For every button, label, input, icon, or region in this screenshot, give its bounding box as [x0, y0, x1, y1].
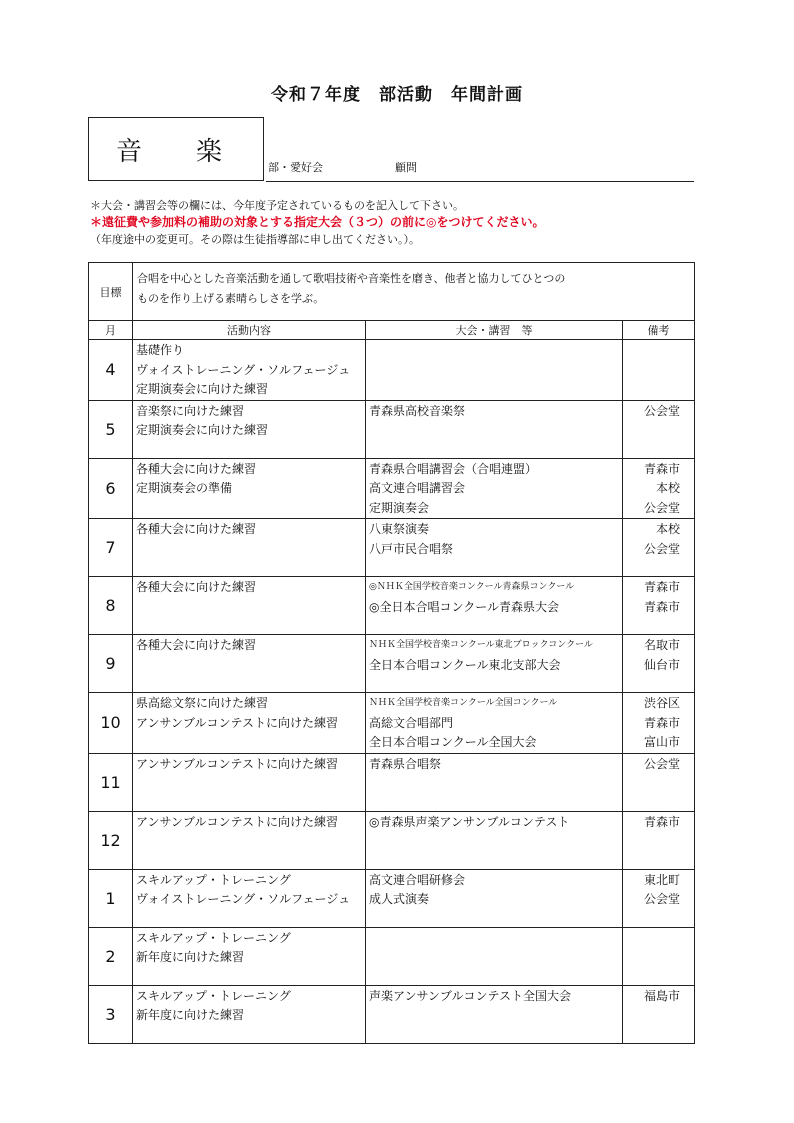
goal-label: 目標 [89, 263, 133, 321]
activity-line: 新年度に向けた練習 [136, 950, 245, 964]
event-line: 全日本合唱コンクール東北支部大会 [369, 657, 561, 672]
activity-cell [133, 927, 366, 985]
remark-cell [623, 869, 695, 927]
month-row [89, 400, 695, 458]
activity-line: アンサンブルコンテストに向けた練習 [136, 715, 338, 730]
activity-line: 各種大会に向けた練習 [136, 461, 257, 476]
activity-line: ヴォイストレーニング・ソルフェージュ [136, 362, 351, 377]
activity-line: スキルアップ・トレーニング [136, 872, 291, 887]
event-cell [366, 985, 623, 1043]
month-row [89, 811, 695, 869]
activity-line: スキルアップ・トレーニング [136, 930, 291, 945]
activity-line: 定期演奏会に向けた練習 [136, 423, 269, 437]
activity-line: 基礎作り [136, 343, 185, 357]
event-line: 八東祭演奏 [369, 522, 430, 536]
month-cell: 10 [89, 693, 133, 754]
event-cell [366, 753, 623, 811]
remark-line: 本校 [655, 522, 680, 536]
activity-line: ヴォイストレーニング・ソルフェージュ [136, 892, 351, 906]
event-line: ＮＨＫ全国学校音楽コンクール全国コンクール [369, 698, 558, 708]
month-row [89, 985, 695, 1043]
event-line: 青森県合唱講習会（合唱連盟） [369, 461, 538, 476]
activity-line: 新年度に向けた練習 [136, 1008, 245, 1022]
activity-line: 各種大会に向けた練習 [136, 638, 257, 652]
header-activity: 活動内容 [133, 321, 366, 340]
activity-cell [133, 400, 366, 458]
goal-text [133, 263, 695, 321]
remark-cell [623, 811, 695, 869]
month-cell: 6 [89, 458, 133, 519]
month-row [89, 458, 695, 519]
remark-cell [623, 985, 695, 1043]
page-title: 令和７年度 部活動 年間計画 [271, 85, 523, 105]
event-line: ◎ＮＨＫ全国学校音楽コンクール青森県コンクール [369, 582, 575, 592]
month-cell: 11 [89, 753, 133, 811]
remark-line: 青森市 [643, 599, 680, 614]
month-cell: 5 [89, 400, 133, 458]
month-row [89, 340, 695, 401]
activity-line: 定期演奏会の準備 [136, 481, 233, 495]
event-line: 高総文合唱部門 [369, 715, 454, 730]
event-line: 高文連合唱講習会 [369, 481, 466, 495]
remark-cell [623, 577, 695, 635]
note-line-2-highlight: ＊遠征費や参加料の補助の対象とする指定大会（３つ）の前に◎をつけてください。 [90, 215, 545, 229]
month-cell: 2 [89, 927, 133, 985]
remark-line: 公会堂 [643, 541, 680, 556]
event-line: 定期演奏会 [369, 500, 430, 515]
event-line: 青森県高校音楽祭 [369, 403, 466, 418]
month-cell: 1 [89, 869, 133, 927]
remark-line: 仙台市 [643, 657, 680, 672]
instructions [90, 197, 544, 248]
remark-line: 公会堂 [643, 403, 680, 418]
event-cell [366, 577, 623, 635]
activity-cell [133, 577, 366, 635]
remark-line: 東北町 [643, 872, 680, 887]
activity-line: 各種大会に向けた練習 [136, 522, 257, 536]
remark-line: 青森市 [643, 814, 680, 829]
month-row [89, 927, 695, 985]
remark-line: 本校 [655, 481, 680, 495]
remark-cell [623, 753, 695, 811]
goal-row [89, 263, 695, 321]
remark-line: 公会堂 [643, 756, 680, 771]
remark-cell [623, 340, 695, 401]
header-underline [266, 181, 694, 182]
event-line: 声楽アンサンブルコンテスト全国大会 [369, 988, 571, 1003]
goal-text-line-2: ものを作り上げる素晴らしさを学ぶ。 [137, 292, 325, 305]
event-cell [366, 811, 623, 869]
header-month: 月 [89, 321, 133, 340]
remark-cell [623, 693, 695, 754]
header-events: 大会・講習 等 [366, 321, 623, 340]
note-line-3: （年度途中の変更可。その際は生徒指導部に申し出てください。）。 [90, 233, 420, 246]
goal-text-line-1: 合唱を中心とした音楽活動を通して歌唱技術や音楽性を磨き、他者と協力してひとつの [137, 272, 566, 285]
event-cell [366, 635, 623, 693]
activity-cell [133, 985, 366, 1043]
club-name-box [88, 117, 264, 181]
remark-line: 青森市 [643, 580, 680, 594]
activity-line: 各種大会に向けた練習 [136, 580, 257, 594]
activity-cell [133, 811, 366, 869]
month-cell: 8 [89, 577, 133, 635]
activity-cell [133, 340, 366, 401]
remark-line: 公会堂 [643, 500, 680, 515]
event-line: 高文連合唱研修会 [369, 872, 466, 887]
month-row [89, 693, 695, 754]
event-cell [366, 400, 623, 458]
month-row [89, 577, 695, 635]
remark-line: 福島市 [643, 988, 680, 1003]
note-line-1: ＊大会・講習会等の欄には、今年度予定されているものを記入して下さい。 [90, 199, 464, 212]
remark-line: 富山市 [643, 735, 680, 749]
remark-line: 公会堂 [643, 892, 680, 906]
activity-line: 定期演奏会に向けた練習 [136, 382, 269, 396]
event-line: 全日本合唱コンクール全国大会 [369, 735, 537, 749]
activity-line: 音楽祭に向けた練習 [136, 403, 245, 418]
activity-line: 県高総文祭に向けた練習 [136, 696, 269, 710]
month-row [89, 753, 695, 811]
remark-cell [623, 458, 695, 519]
month-row [89, 869, 695, 927]
month-row [89, 519, 695, 577]
event-line: 八戸市民合唱祭 [369, 541, 454, 556]
header-row [89, 321, 695, 340]
activity-cell [133, 869, 366, 927]
activity-cell [133, 693, 366, 754]
remark-line: 青森市 [643, 461, 680, 476]
month-cell: 4 [89, 340, 133, 401]
event-line: ◎全日本合唱コンクール青森県大会 [369, 599, 559, 614]
event-cell [366, 519, 623, 577]
remark-cell [623, 635, 695, 693]
event-line: ＮＨＫ全国学校音楽コンクール東北ブロックコンクール [369, 640, 593, 650]
month-cell: 9 [89, 635, 133, 693]
club-suffix-label: 部・愛好会 [268, 161, 323, 174]
activity-cell [133, 635, 366, 693]
club-name: 音 楽 [115, 136, 236, 167]
activity-line: アンサンブルコンテストに向けた練習 [136, 756, 338, 771]
activity-cell [133, 519, 366, 577]
event-cell [366, 869, 623, 927]
event-cell [366, 693, 623, 754]
event-line: 青森県合唱祭 [369, 756, 442, 771]
remark-cell [623, 519, 695, 577]
event-cell [366, 458, 623, 519]
advisor-label: 顧問 [395, 161, 417, 174]
activity-line: スキルアップ・トレーニング [136, 988, 291, 1003]
event-cell [366, 927, 623, 985]
month-cell: 7 [89, 519, 133, 577]
month-row [89, 635, 695, 693]
month-cell: 12 [89, 811, 133, 869]
event-line: 成人式演奏 [369, 892, 430, 906]
remark-line: 渋谷区 [643, 696, 680, 710]
header-remarks: 備考 [623, 321, 695, 340]
activity-cell [133, 753, 366, 811]
event-line: ◎青森県声楽アンサンブルコンテスト [369, 814, 570, 829]
activity-line: アンサンブルコンテストに向けた練習 [136, 814, 338, 829]
remark-line: 青森市 [643, 715, 680, 730]
month-cell: 3 [89, 985, 133, 1043]
annual-plan-table [88, 262, 695, 1044]
remark-line: 名取市 [643, 638, 680, 652]
remark-cell [623, 927, 695, 985]
activity-cell [133, 458, 366, 519]
remark-cell [623, 400, 695, 458]
event-cell [366, 340, 623, 401]
